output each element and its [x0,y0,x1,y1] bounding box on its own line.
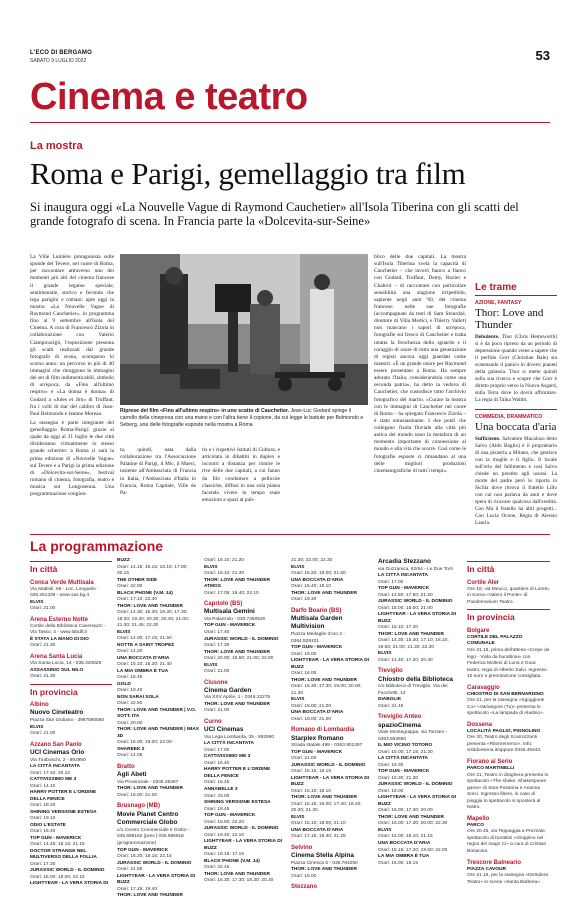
section-title: Cinema e teatro [30,76,308,118]
listing-film-title: LIGHTYEAR - LA VERA STORIA DI BUZZ [291,775,369,788]
listing-details: Via Lega Lombarda, 39 - 892960 [204,734,275,740]
caption-lead: Riprese del film «Fino all'ultimo respiro» in uno scatto di Cauchetier. [120,408,289,414]
listing-details: Orari: 17.15; 19.30; 21.25 [291,834,346,840]
listing-details: Orari: 21.00 [30,731,56,737]
listing-details: Orari: 14.15; 15.15; 16.15; 17.00; 20.15 [117,564,188,577]
listing-details: Orari: 16.30; 17.30; 18.30; 20.30 [204,878,274,884]
review-title: Thor: Love and Thunder [475,307,544,332]
listing-film-title: TOP GUN - MAVERICK [30,835,82,841]
listing-film-title: ELVIS [204,662,218,668]
listing-film-title: ELVIS [378,651,392,657]
listing-details: Orari: 15.10; 16.10 [291,788,331,794]
listing-film-title: THOR: LOVE AND THUNDER [291,795,357,801]
article-paragraph: La rassegna è parte integrante del gemellaggio Roma-Parigi: grazie al quale da oggi al 31 luglio le due città divideranno virtualmente lo stesso grande schermo: a Roma ci sarà la prima edizione di «Nouvelle Vague» sul Tevere e a Parigi la prima edizione di «Dolcevita-sur-Seine», festival romano di cinema, fotografia, teatro e musica sul Lungosenna. Una programmazione congiun- [30,419,114,498]
listing-venue-name: Multisala Garden Multivision [291,614,343,631]
listing-details: Via Palazzolo - 030.7460530 [204,616,266,622]
listing-details: Via Santa Lucia, 14 - 035.320828 [30,661,102,667]
listing-venue: Darfo Boario (BS) [291,607,342,614]
listing-details: Orari: 14.00; 17.15; 21.50 [117,636,172,642]
listing-details: Orari: 19.30 [291,597,317,603]
listing-details: Orari: 16.10; 21.20 [204,558,244,563]
listing-details: Orari: 15.15; 16.00; 17.40; 18.40; 20.30; 21.20 [291,801,362,814]
review-body: Salvatore Macaluso detto Salvo (Aldo Baglio) è il proprietario di una pizzeria a Milano, che gestisce con la moglie e il figlio. Il locale sull'orlo del fallimento e così Salvo chiede un prestito agli usurai. La morte del padre però lo riporta in Sicilia dove ritrova il fratello Lillo con cui non parlava da anni e dove spera di ricavare qualcosa dall'eredità. Con Ma il fratello ha altri progetti... Con Lucia Ocone, Regia di Alessio Lauria. [475,436,557,526]
listing-film-title: TOP GUN - MAVERICK [378,769,430,775]
listing-details: Via Mattioli, 65 - Loc. Longuelo - 035.251339 - www.sas.bg.it [30,586,99,599]
listing-details: Orari: 19.40; 22.10 [204,832,244,838]
listing-details: Orari: 17.40; 20.10 [30,770,70,776]
listing-venue: Albino [30,702,49,709]
listing-details: Via Tiraboschi, 2 - 892960 [30,757,86,763]
listing-film-title: SHINING VERSIONE ESTESA [30,809,97,815]
listing-venue-name: spazioCinema [378,721,421,729]
listing-details: Orari: 19.30 [378,762,404,768]
listing-film-title: THOR: LOVE AND THUNDER [291,590,357,596]
listing-film-title: TOP GUN - MAVERICK [204,623,256,629]
listing-venue: Dossena [467,721,493,728]
listing-film-title: BLACK PHONE (V.M. 14) [204,858,260,864]
listing-venue-name: Agli Abeti [117,771,147,779]
listing-venue: Cortile Aler [467,579,500,586]
listing-details: Viale Montegrappa, via Torriani - 0363.563660 [378,730,447,742]
listing-venue: Arena Esterno Notte [30,616,89,623]
listing-details: Orari: 18.45 [204,806,230,812]
listing-film-title: LA CITTÀ INCANTATA [378,756,428,762]
listing-film-title: NOTTE A SAINT TROPEZ [117,642,175,648]
listing-details: Orari: 19.40 [117,688,143,694]
listing-film-title: CORTILE DEL PALAZZO COMUNALE [467,634,523,647]
listing-venue-name: Chiostro della Biblioteca [378,675,453,683]
listing-venue: Romano di Lombardia [291,727,355,734]
listing-film-title: BUZZ [117,558,130,563]
film-set-photo [120,254,368,405]
listing-venue: Curno [204,719,222,725]
listing-details: Orari: 15.00; 17.15; 21.30 [378,749,433,755]
listing-film-title: NON SARAI SOLA [117,694,159,700]
listing-details: c/o Centro Commerciale Il Globo - 035.695182 (prev.) 035.695816 (programmazione) [117,827,190,846]
listing-details: Orari: 17.30 [204,643,230,649]
listing-film-title: ELVIS [291,564,305,570]
listing-details: Piazza San Giuliano - 3987590560 [30,718,105,724]
listing-film-title: CHIOSTRO DI SAN BERNARDINO [467,691,544,697]
listing-venue-name: Multisala Gemini [204,608,255,616]
listing-venue: Arena Santa Lucia [30,653,83,660]
listing-film-title: THOR: LOVE AND THUNDER ATMOS [204,577,270,590]
listing-details: Orari: 16.00 [291,651,317,657]
listing-venue: Stezzano [291,884,318,891]
programme-column [291,558,373,891]
listing-film-title: ODIO L'ESTATE [30,822,66,828]
issue-date: SABATO 9 LUGLIO 2022 [30,58,87,64]
listing-film-title: UNA BOCCATA D'ARIA [291,827,344,833]
listing-venue-name: UCI Cinemas [204,726,244,734]
listing-film-title: JURASSIC WORLD - IL DOMINIO [378,782,453,788]
listing-details: Orari: 21.00 [291,756,317,762]
listing-details: Orari: 15.00; 17.30; 20.00 [378,808,433,814]
listing-film-title: UNA BOCCATA D'ARIA [117,655,170,661]
listing-details: Orari: 16.45 [204,780,230,786]
listing-details: Orari: 14.20 [117,649,143,655]
listing-venue: Caravaggio [467,684,500,691]
listing-details: Orari: 15.00; 18.00; 21.00 [378,605,433,611]
listing-film-title: ASSASSINIO SUL NILO [30,667,84,673]
listing-details: Orari: 14.50; 17.50; 21.20 [378,592,433,598]
listing-film-title: THOR: LOVE AND THUNDER [117,786,183,792]
listing-details: Orari: 16.00 [291,671,317,677]
listing-venue-name: Cinema Garden [204,686,252,694]
review-text [475,334,557,404]
listing-film-title: UNA BOCCATA D'ARIA [291,710,344,716]
caption-text: Jean-Luc Godard spinge il carrello della cinepresa con una mano e con l'altra tiene il copione, da cui legge le battute per Belmondo e Seberg, una delle fotografie esposte nella mostra a Roma [120,408,364,428]
listing-film-title: LA CITTÀ INCANTATA [204,741,254,747]
listing-film-title: ELVIS [204,564,218,570]
listing-film-title: LA CITTÀ INCANTATA [30,764,80,770]
newspaper-brand: L'ECO DI BERGAMO [30,50,92,56]
listing-details: Orari: 16.40; 19.10 [291,584,331,590]
listing-details: Ore 18, via Meucci, quartiere di Loreto, in scena «Valero il Ponte» di Pandemonium Teatro. [467,586,550,605]
listing-details: Piazza Medaglie d'oro 2 - 0364.529101 [291,632,345,644]
listing-details: Orari: 14.45; 18.15; 21.15 [30,842,85,848]
listing-details: Orari: 17.00 [378,579,404,585]
section-divider [30,122,550,123]
listing-details: Orari: 14.05 [117,753,143,759]
programme-column [204,558,286,884]
listing-details: Ore 21.15, per la rassegna «DeSidera Teatro» in scena «Santa Barbera». [467,873,549,885]
listing-film-title: THOR: LOVE AND THUNDER [117,603,183,609]
page-number: 53 [535,48,550,63]
article-column-1 [30,254,114,529]
listing-film-title: ELVIS [30,599,44,605]
programme-column [467,558,550,885]
listing-details: Orari: 17.40 [204,629,230,635]
review-verdict: Deludente. [475,334,500,341]
listing-details: Orari: 20.00; 19.50; 21.00; 22.00 [204,656,274,662]
listing-film-title: CATTIVISSIMO ME 3 [204,754,251,760]
listing-details: Orari: 18.10; 21.30 [204,571,244,577]
article-column-3 [202,447,280,529]
listing-details: Orari: 19.10 [30,816,56,822]
listing-details: Orari: 16.00 [378,788,404,794]
programme-column [117,558,199,899]
listing-area-heading: In provincia [467,609,550,624]
listing-film-title: THOR: LOVE AND THUNDER [204,649,270,655]
listing-details: Via Provinciale - 0346.36397 [117,779,179,785]
listing-film-title: DIABOLIK [378,697,402,703]
review-verdict: Sufficiente. [475,436,501,443]
listing-area-heading: In provincia [30,684,112,699]
listing-film-title: ELVIS [117,629,131,635]
listing-film-title: LA CITTÀ INCANTATA [378,573,428,579]
listing-details: Orari: 16.40 [204,760,230,766]
listing-film-title: DOCTOR STRANGE NEL MULTIVERSO DELLA FOLLIA [30,848,97,861]
listing-details: Orari: 18.00; 21.00 [291,703,331,709]
listing-details: Orari: 16.15; 17.15 [204,852,244,858]
listing-film-title: SHAREEK 2 [117,746,145,752]
listing-film-title: ELVIS [378,827,392,833]
listing-details: Orari: 23.00 [204,793,230,799]
listing-film-title: ELVIS [291,814,305,820]
listing-details: Ore 20, Teatro degli Scarrozzanti presenta «Ritornerremo». Info: visitdossena.it/oppure 0345.49443. [467,735,542,754]
listing-details: Orari: 15.00; 18.00; 22.15 [30,874,85,880]
listing-details: c/o biblioteca di Treviglio, Via dei Facchetti, 14 [378,684,448,696]
listing-film-title: LIGHTYEAR - LA VERA STORIA DI [30,881,108,887]
listing-details: Ore 20.45, via Teppaggia a Prezzate, spettacolo di burattini «Gioppino nel regno del mago Ci» a cura di Cristian Bonacina. [467,829,547,854]
listing-details: Orari: 14.30; 15.30; 16.30; 17.30; 18.30; 19.30; 20.30; 20.45; 21.00; 21.30; 21.45; 22.30 [117,610,190,629]
listing-details: Orari: 21.45 [378,703,404,709]
listing-details: Orari: 17.30 [30,861,56,867]
article-column-4 [374,254,466,529]
listing-venue: Bratto [117,763,135,770]
photo-caption [120,408,368,428]
listing-details: Orari: 14.30; 15.30; 17.10; 18.10; 19.50; 21.00; 21.30; 22.30 [378,638,449,650]
listing-film-title: JURASSIC WORLD - IL DOMINIO [117,860,192,866]
listing-film-title: LIGHTYEAR - LA VERA STORIA DI BUZZ [378,612,456,624]
listing-details: Orari: 21.30 [30,643,56,649]
listing-venue-name: Arcadia Stezzano [378,558,431,565]
listing-film-title: LA MIA OMBRA È TUA [378,854,430,860]
listing-film-title: È STATA LA MANO DI DIO [30,636,89,642]
listing-details: Orari: 19.20 [30,803,56,809]
listing-details: Orari: 14.40; 17.20; 20.40 [378,657,433,663]
listing-details: Orari: 19.50; 22.20 [204,819,244,825]
listing-film-title: PARCO [467,822,484,828]
listing-film-title: SHINING VERSIONE ESTESA [204,800,271,806]
listing-details: Orari: 21.30 [30,674,56,680]
listing-details: Orari: 20.00 [117,720,143,726]
listing-venue-name: Nuovo Cineteatro [30,709,84,717]
listing-details: Cortile della Biblioteca Caversazzi - Via Tasso, 4 - www.labdif.it [30,623,106,636]
listing-details: Orari: 22.00 [117,584,143,590]
listing-details: 21.30; 22.00; 22.30 [291,558,333,563]
listing-venue: Conca Verde Multisala [30,579,94,586]
listing-film-title: UNA BOCCATA D'ARIA [378,840,431,846]
article-paragraph: ris e i rispettivi Istituti di Cultura, e articolata in dibattiti in duplex e incontri a distanza per riunire le rive delle due capitali, a cui fanno da filo conduttore a pellicole classiche, diffusi in una sola platea facendo vivere in tempo reale emozioni e spazi al pub- [202,447,280,503]
listing-film-title: HARRY POTTER E L'ORDINE DELLA FENICE [30,790,97,802]
listing-film-title: THE OTHER SIDE [117,577,158,583]
listing-film-title: LIGHTYEAR - LA VERA STORIA DI BUZZ [291,658,369,670]
review-body: Thor (Chris Hemsworth) si è da poco ripreso da un periodo di depressione quando viene a sapere che il perfido Gorr (Christian Bale) sta scatenando il panico in diversi pianeti della galassia. Thor si mette quindi sulla sua ricerca e scopre che Gorr è diretto proprio verso la Nuova Asgard, sulla Terra dove lo dovrà affrontare. La regia di Taika Waititi. [475,334,557,404]
listing-details: Orari: 17.00 [204,747,230,753]
listing-details: Orari: 17.15; 19.40 [117,886,157,892]
programme-column [378,558,460,866]
listing-film-title: LIGHTYEAR - LA VERA STORIA DI BUZZ [204,839,282,851]
review-genre: AZIONE, FANTASY [475,300,522,306]
listing-film-title: TOP GUN - MAVERICK [117,847,169,853]
listing-film-title: UNA BOCCATA D'ARIA [291,577,344,583]
article-paragraph: blico delle due capitali. La mostra sull'Isola Tiberina svela la capacità di Cauchetier – che lavorò fianco a fianco con Godard, Truffaut, Demy, Rozier e Chabrol – di raccontare con particolare sensibilità una stagione irripetibile, sapiente negli anni '60, del cinema francese: nelle sue fotografie (accompagnate da testi di Sam Stourdzé, direttore di Villa Medici, e Thierry Vallet) non mancano i sapori di un'epoca, fotografie sul fresco di Cauchetier e tratta intatta la freschezza dello sguardo e il coraggio di osare di tutta una generazione di registi ancora oggi guardati come maestri. «È un grande onore per Raymond essere presentato a Roma. Ha sempre adorato l'Italia, considerandola come una seconda patria», ha detto la vedova di Cauchetier, che custodisce tutto l'archivio fotografico del marito. «Curare la mostra con le immagini di Cauchetier nel cuore di Roma – ha spiegato Francesco Zizola – è stato entusiasmante. I due ponti che collegano l'isola fluviale alla città più antica del mondo sono la metafora di un momento importante di connessione al mondo e alla vita che scorre. Così come le fotografie esposte ci rimandano al una delle migliori produzioni cinematografiche di tutti i tempi». [374,254,466,474]
listing-details: Ore 21.15, prima dell'attesa «Crepe de lego - Viola da burattinai» con Federica Molteni di Luna e Gnac teatro; regia di Alberto Salvi. Ingresso 10 euro e prenotazione consigliata. [467,647,550,680]
listing-film-title: IL MIO VICINO TOTORO [378,743,433,749]
listing-film-title: HARRY POTTER E L'ORDINE DELLA FENICE [204,767,271,779]
listing-venue: Clusone [204,679,228,686]
listing-film-title: ELVIS [291,697,305,703]
listing-details: Orari: 16.00; 19.00; 22.00 [117,740,172,746]
listing-film-title: PARCO MARTINELLI [467,766,515,772]
listing-details: Ore 21, per la rassegna «Sgoggiorie Co» «Variangore (Tu)» presenta lo spettacolo «La lampada di Aladino». [467,698,545,717]
listing-film-title: THOR: LOVE AND THUNDER | V.O. [117,707,197,713]
listing-film-title: THOR: LOVE AND THUNDER [204,871,270,877]
review-genre: COMMEDIA, DRAMMATICO [475,414,543,421]
listing-details: Orari: 16.40 [30,829,56,835]
listing-area-heading: In città [467,561,550,576]
listing-film-title: BLACK PHONE (V.M. 14) [117,590,173,596]
listing-film-title: THOR: LOVE AND THUNDER [378,631,444,637]
listing-details: Orari: 16.00; 21.00 [117,792,157,798]
listing-details: Orari: 16.20; 19.00; 21.50 [291,571,346,577]
listing-venue: Brusnago (MB) [117,803,160,810]
listing-details: Piazza Cinesca 6 - 035.764250 [291,860,358,866]
listing-details: Orari: 15.00; 18.10; 21.15 [378,834,433,840]
listing-film-title: THOR: LOVE AND THUNDER [291,677,357,683]
listing-venue: Selvino [291,844,313,851]
listing-details: Orari: 21.00 [204,669,230,675]
article-subhead: Si inaugura oggi «La Nouvelle Vague di Raymond Cauchetier» all'Isola Tiberina con gli scatti del grande fotografo di scena. In Francia parte la «Dolcevita-sur-Seine» [30,200,519,229]
listing-details: Orari: 15.15; 17.20; 19.50; 22.00 [378,847,448,853]
listing-venue: Mapello [467,815,490,822]
listing-details: Orari: 15.00; 17.30; 20.00; 22.30 [378,821,448,827]
article-paragraph: La Ville Lumière protagonista sulle sponde del Tevere, nel cuore di Roma, per raccontare attraverso uno dei momenti più alti del cinema francese il grande legame speciale, sentimentale, storico e fecondo che lega parigini e romani: apre oggi la mostra «La Nouvelle Vague di Raymond Cauchetier», in programma fino al 9 settembre all'Isola del Cinema. A cura di Francesco Zizola in collaborazione con Valerio Ciampicacigli, l'esposizione presenta gli scatti realizzati dal grande fotografo di scena, scomparso lo scorso anno: un percorso in più di 40 immagini che ritraggono le immagini dei set di film indimenticabili, simbolo di un'epoca, da «Fino all'ultimo respiro» e «La donna è donna» di Godard a «Jules et Jim» di Truffaut, fra i volti di star del calibro di Jean-Paul Belmondo e Jeanne Moreau. [30,254,114,417]
listing-venue-name: UCI Cinemas Orio [30,748,85,756]
listing-venue-name: Movie Planet Centro Commerciale Globo [117,810,179,827]
review-title: Una boccata d'aria [475,421,557,434]
listing-film-title: THOR: LOVE AND THUNDER [117,893,183,899]
listing-film-title: LIGHTYEAR - LA VERA STORIA DI BUZZ [378,795,456,807]
listing-film-title: TOP GUN - MAVERICK [204,813,256,819]
reviews-sidebar [475,282,557,527]
listing-film-title: JURASSIC WORLD - IL DOMINIO [291,762,366,768]
listing-venue: Trescore Balneario [467,859,522,866]
listing-venue: Fiorano al Serio [467,759,513,765]
programme-title: La programmazione [30,538,164,554]
listing-film-title: LOCALITÀ PAGLIO, PIGNOLINO [467,728,541,734]
listing-film-title: THOR: LOVE AND THUNDER [378,814,444,820]
listing-details: Orari: 14.10 [30,783,56,789]
listing-details: Orari: 16.20; 18.15; 22.15 [117,854,172,860]
listing-details: Orari: 21.00 [30,606,56,612]
listing-film-title: LA MIA OMBRA È TUA [117,668,169,674]
listing-area-heading: In città [30,561,112,576]
article-kicker: La mostra [30,140,83,152]
listing-details: Orari: 21.00 [204,708,230,714]
listing-details: Orari: 15.00; 19.15 [378,860,418,866]
listing-details: Orari: 17.05; 19.40; 22.10 [204,590,259,596]
listing-details: Ore 21, Teatro in draghera presenta lo spettacolo «The shake. Shakespeare game» di Sara Posarina e Arianna Sorci. Ingresso libero, in caso di pioggia lo spettacolo si sposterà al teatro. [467,772,549,811]
article-headline: Roma e Parigi, gemellaggio tra film [30,156,466,191]
article-column-2 [120,447,196,529]
listing-details: Orari: 21.55 [117,867,143,873]
programme-column [30,558,112,887]
listing-film-title: JURASSIC WORLD - IL DOMINIO [204,826,279,832]
listing-details: Orari: 15.45 [117,675,143,681]
listing-venue: Bolgare [467,627,490,634]
programme-divider [30,534,550,535]
listing-venue: Treviglio [378,668,403,675]
listing-film-title: JURASSIC WORLD - IL DOMINIO [204,636,279,642]
listing-venue: Azzano San Paolo [30,741,82,748]
listing-details: Orari: 15.10; 18.00; 21.10 [291,821,346,827]
listing-details: Orari: 15.15; 18.15 [291,769,331,775]
listing-film-title: ANNABELLE 3 [204,786,238,792]
listing-details: Orari: 15.10; 17.30 [378,625,418,631]
listing-venue: Capriolo (BS) [204,601,243,608]
listing-details: Orari: 22.50 [117,701,143,707]
listing-details: Strada statale 498 - 0363.901297 [291,743,363,749]
listing-venue: Treviglio Anteo [378,714,422,721]
listing-film-title: ELVIS [30,724,44,730]
listing-film-title: THOR: LOVE AND THUNDER [204,701,270,707]
listing-film-title: PIAZZA CAVOUR [467,866,506,872]
listing-film-title: TOP GUN - MAVERICK [378,586,430,592]
listing-details: Orari: 16.30; 17.30; 19.00; 20.00; 21.30 [291,684,362,696]
article-paragraph: ta, quindi, nata dalla collaborazione tra l'Associazione Palatine di Parigi, il Mic, il Maeci, insieme all'Ambasciata di Francia in Italia, l'Ambasciata d'Italia in Francia, Roma Capitale, Ville de Pa- [120,447,196,496]
listing-film-title: GOLD [117,681,131,687]
listing-details: Orari: 16.00 [291,873,317,879]
listing-film-title: TOP GUN - MAVERICK [291,749,343,755]
listing-details: Via XXV Aprile, 1 - 0346.22275 [204,695,271,701]
listing-details: Orari: 17.10; 22.40 [117,597,157,603]
listing-film-title: SOTT. ITA [117,714,140,720]
listing-film-title: THOR: LOVE AND THUNDER | IMAX 3D [117,727,199,739]
listing-details: Orari: 16.30; 21.30 [378,775,418,781]
sidebar-divider [475,409,557,410]
listing-venue-name: Starplex Romano [291,734,344,742]
listing-film-title: LIGHTYEAR - LA VERA STORIA DI BUZZ [117,873,195,886]
listing-venue-name: Cinema Stella Alpina [291,852,354,860]
review-text [475,436,557,527]
listing-film-title: THOR: LOVE AND THUNDER [291,867,357,873]
listing-details: Orari: 19.00; 21.00 [291,716,331,722]
listing-details: Orari: 22.45 [204,865,230,871]
listing-film-title: CATTIVISSIMO ME 3 [30,777,77,783]
listing-film-title: JURASSIC WORLD - IL DOMINIO [30,868,105,874]
listing-details: Orari: 15.10; 16.30; 21.40 [117,662,172,668]
listing-film-title: JURASSIC WORLD - IL DOMINIO [378,599,453,605]
listing-film-title: TOP GUN - MAVERICK [291,645,343,651]
listing-details: via Guzzanica, 62/64 - Le Due Torri [378,566,454,572]
sidebar-heading: Le trame [475,282,557,296]
